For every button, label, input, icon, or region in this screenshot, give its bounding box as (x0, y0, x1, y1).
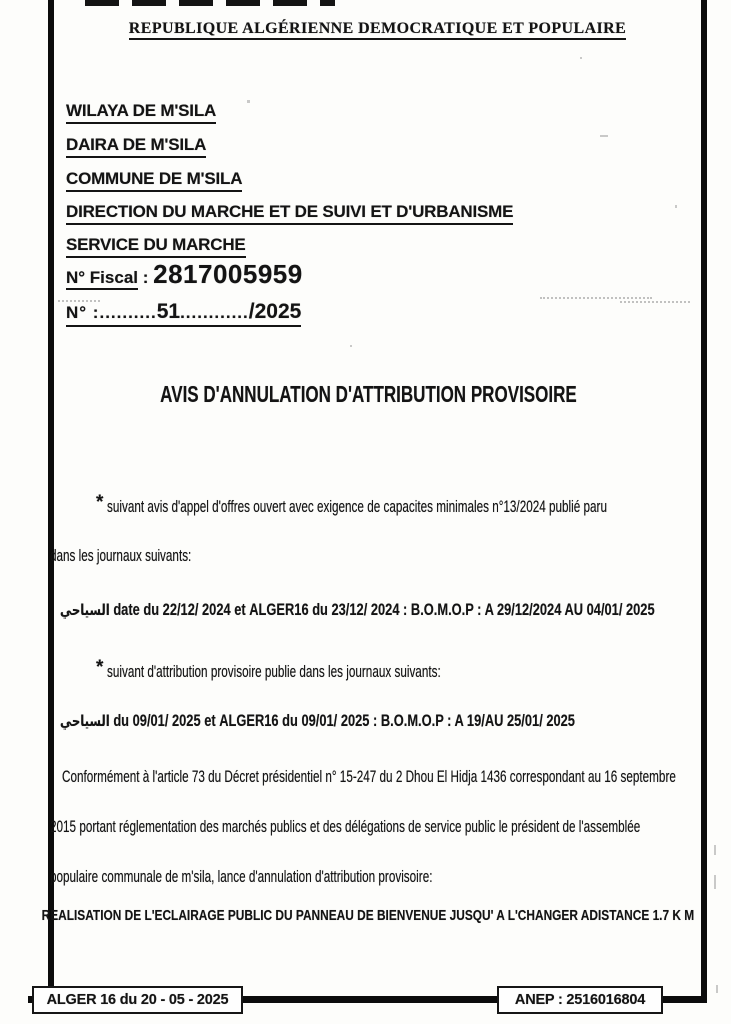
scan-speck (716, 985, 718, 993)
scan-artifact (620, 301, 690, 303)
admin-line-daira: DAIRA DE M'SILA (66, 135, 206, 158)
fiscal-number-line (66, 260, 303, 290)
project-designation: REALISATION DE L'ECLAIRAGE PUBLIC DU PANNEAU DE BIENVENUE JUSQU' A L'CHANGER ADISTANCE 1.7 K M (41, 908, 695, 924)
paragraph2-line: * suivant d'attribution provisoire publie dans les journaux suivants: (96, 657, 442, 681)
admin-line-commune: COMMUNE DE M'SILA (66, 169, 242, 192)
scan-speck (580, 57, 582, 59)
frame-top-dashed-border (85, 0, 335, 6)
paragraph1-line1: * suivant avis d'appel d'offres ouvert avec exigence de capacites minimales n°13/2024 publié paru (96, 492, 608, 516)
notice-title: AVIS D'ANNULATION D'ATTRIBUTION PROVISOIRE (159, 381, 577, 407)
arabic-journal-name: السياحي (60, 601, 110, 619)
journal-date-box: ALGER 16 du 20 - 05 - 2025 (32, 986, 243, 1014)
admin-line-service: SERVICE DU MARCHE (66, 235, 246, 258)
legal-paragraph-line1: Conformément à l'article 73 du Décret présidentiel n° 15-247 du 2 Dhou El Hidja 1436 correspondant au 16 septembre (62, 768, 676, 786)
scan-speck (714, 875, 716, 889)
reference-dots-before: .......... (99, 303, 157, 322)
reference-number: 51 (156, 300, 181, 323)
paragraph1-line2: dans les journaux suivants: (50, 547, 192, 565)
fiscal-value: 2817005959 (153, 259, 303, 289)
anep-number-box: ANEP : 2516016804 (497, 986, 663, 1014)
alger16-journal-name: ALGER16 (249, 601, 309, 619)
republic-header-text: REPUBLIQUE ALGÉRIENNE DEMOCRATIQUE ET POPULAIRE (129, 20, 626, 40)
fiscal-separator: : (138, 268, 154, 287)
fiscal-label: N° Fiscal (66, 268, 138, 290)
republic-header (54, 20, 701, 38)
reference-year: /2025 (248, 300, 302, 323)
scan-artifact (58, 300, 100, 302)
bullet-asterisk: * (96, 492, 104, 513)
admin-line-wilaya: WILAYA DE M'SILA (66, 101, 216, 124)
journal-reference-2: السياحي du 09/01/ 2025 et ALGER16 du 09/01/ 2025 : B.O.M.O.P : A 19/AU 25/01/ 2025 (60, 712, 575, 730)
reference-dots-after: ............ (180, 303, 249, 322)
legal-paragraph-line3: populaire communale de m'sila, lance d'annulation d'attribution provisoire: (50, 868, 433, 886)
reference-label: N° : (66, 303, 100, 322)
journal-reference-1: السياحي date du 22/12/ 2024 et ALGER16 du 23/12/ 2024 : B.O.M.O.P : A 29/12/2024 AU 04/01/ 2025 (60, 601, 655, 619)
scan-artifact (540, 297, 652, 299)
alger16-journal-name: ALGER16 (219, 712, 279, 730)
admin-line-direction: DIRECTION DU MARCHE ET DE SUIVI ET D'URBANISME (66, 202, 513, 225)
arabic-journal-name: السياحي (60, 712, 110, 730)
scan-speck (600, 135, 608, 137)
scan-speck (350, 345, 352, 347)
legal-paragraph-line2: 2015 portant réglementation des marchés publics et des délégations de service public le président de l'assemblée (50, 818, 641, 836)
scan-speck (714, 845, 716, 855)
scan-speck (675, 205, 677, 208)
frame-left-border (48, 0, 54, 1002)
bullet-asterisk: * (96, 657, 104, 678)
scan-speck (247, 100, 250, 103)
reference-number-line (66, 300, 301, 327)
